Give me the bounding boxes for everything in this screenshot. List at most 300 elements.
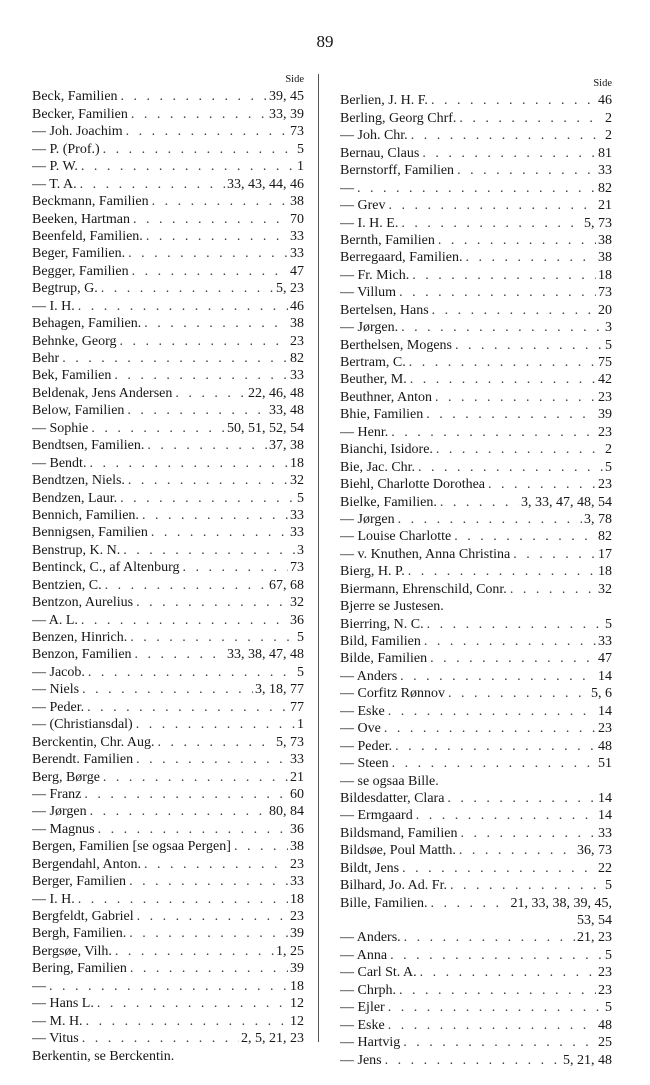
entry-name: Berlien, J. H. F. [340,93,428,109]
entry-name: — P. W. [32,159,78,175]
entry-name: Behnke, Georg [32,333,117,349]
dot-leader [90,803,267,820]
entry-pages: 2 [605,442,612,458]
entry-name: — Ejler [340,1000,385,1016]
dot-leader [135,646,225,663]
entry-pages: 80, 84 [269,804,304,820]
entry-pages: 5 [605,947,612,963]
entry-pages: 70 [290,211,304,227]
entry-name: — Ermgaard [340,808,413,824]
entry-pages: 12 [290,1013,304,1029]
entry-pages: 18 [598,564,612,580]
entry-name: Bildesdatter, Clara [340,790,445,806]
entry-name: — Niels [32,682,80,698]
entry-pages: 23 [290,333,304,349]
dot-leader [131,106,267,123]
entry-pages: 21 [598,198,612,214]
dot-leader [115,943,274,960]
dot-leader [422,145,596,162]
dot-leader [133,211,288,228]
entry-name: Beenfeld, Familien. [32,228,143,244]
index-entry [340,441,612,458]
dot-leader [80,176,225,193]
entry-pages: 77 [290,699,304,715]
index-entry [32,140,304,157]
entry-name: — Louise Charlotte [340,529,452,545]
dot-leader [105,577,267,594]
entry-name: — Peder. [340,738,393,754]
dot-leader [89,455,288,472]
dot-leader [144,856,288,873]
index-entry [32,262,304,279]
dot-leader [410,371,596,388]
entry-name: — Hartvig [340,1035,401,1051]
entry-name: Bendtsen, Familien. [32,438,145,454]
dot-leader [438,232,596,249]
entry-pages: 3, 78 [584,511,612,527]
entry-pages: 23 [598,721,612,737]
index-entry [32,350,304,367]
entry-pages: 73 [290,560,304,576]
entry-pages: 2, 5, 21, 23 [241,1031,304,1047]
dot-leader [447,790,596,807]
dot-leader [152,193,288,210]
index-entry [32,646,304,663]
entry-name: — Anna [340,947,388,963]
index-entry [340,319,612,336]
entry-pages: 5, 21, 48 [563,1052,612,1068]
entry-pages: 82 [598,180,612,196]
dot-leader [513,546,596,563]
entry-pages: 33, 39 [269,106,304,122]
column-divider [318,74,319,1042]
entry-pages: 33 [290,507,304,523]
dot-leader [385,1052,561,1069]
index-entry [340,232,612,249]
dot-leader [86,1013,288,1030]
entry-name: — P. (Prof.) [32,141,100,157]
dot-leader [418,459,603,476]
entry-pages: 36, 73 [577,843,612,859]
entry-name: Bergendahl, Anton. [32,856,142,872]
entry-name: Bendzen, Laur. [32,490,118,506]
entry-name: Bie, Jac. Chr. [340,459,416,475]
entry-name: Biehl, Charlotte Dorothea [340,477,486,493]
index-entry [32,437,304,454]
index-entry [340,266,612,283]
entry-name: Berendt. Familien [32,752,134,768]
entry-pages: 22 [598,860,612,876]
dot-leader [136,751,288,768]
index-entry [340,999,612,1016]
dot-leader [389,197,597,214]
index-entry [340,929,612,946]
dot-leader [183,559,289,576]
entry-pages: 38 [290,839,304,855]
entry-name: — v. Knuthen, Anna Christina [340,546,511,562]
index-entry [32,663,304,680]
entry-name: Bierring, N. C. [340,616,424,632]
entry-name: Bertram, C. [340,355,406,370]
entry-name: Bertelsen, Hans [340,302,429,318]
index-entry [32,698,304,715]
dot-leader [129,873,288,890]
dot-leader [97,995,288,1012]
entry-name: — [32,978,46,994]
dot-leader [431,895,509,912]
index-entry [340,720,612,737]
entry-name: Bentzon, Aurelius [32,595,134,611]
index-entry [340,946,612,963]
dot-leader [49,978,288,995]
entry-name: Berger, Familien [32,874,127,890]
entry-name: Bennich, Familien. [32,507,139,523]
dot-leader [440,494,519,511]
dot-leader [391,424,596,441]
dot-leader [120,490,295,507]
dot-leader [459,110,603,127]
index-entry [32,681,304,698]
index-entry [340,1016,612,1033]
index-entry [32,995,304,1012]
dot-leader [146,228,288,245]
entry-pages: 60 [290,786,304,802]
index-entry [32,768,304,785]
entry-pages: 33 [290,874,304,890]
entry-pages: 32 [598,581,612,597]
dot-leader [384,720,596,737]
entry-name: — Grev [340,198,386,214]
entry-pages: 47 [598,651,612,667]
entry-name: Bille, Familien. [340,895,428,911]
entry-pages: 46 [598,93,612,109]
entry-name: Berling, Georg Chrf. [340,110,457,126]
entry-name: Bierg, H. P. [340,564,405,580]
dot-leader [392,755,596,772]
entry-name: Bennigsen, Familien [32,525,148,541]
index-entry [340,528,612,545]
dot-leader [62,350,288,367]
index-entry [340,772,612,789]
entry-pages: 17 [598,546,612,562]
entry-name: — Peder. [32,699,85,715]
entry-pages: 33, 38, 47, 48 [227,647,304,663]
entry-pages: 23 [598,982,612,998]
dot-leader [103,141,295,158]
entry-pages: 23 [598,424,612,440]
entry-name: Berckentin, Chr. Aug. [32,734,155,750]
entry-pages: 39 [290,961,304,977]
dot-leader [136,594,288,611]
index-entry [32,367,304,384]
entry-name: Berg, Børge [32,769,100,785]
entry-pages: 25 [598,1035,612,1051]
index-entry [340,1051,612,1068]
entry-name: Below, Familien [32,403,125,419]
entry-pages: 5, 73 [584,215,612,231]
dot-leader [84,786,288,803]
entry-pages: 18 [290,978,304,994]
dot-leader [81,158,295,175]
index-column-right [340,72,612,1069]
dot-leader [436,441,603,458]
entry-pages: 82 [290,351,304,366]
entry-pages: 1 [297,159,304,175]
index-entry [32,977,304,994]
index-entry [340,214,612,231]
dot-leader [114,367,288,384]
entry-name: — Bendt. [32,455,87,471]
entry-pages: 39 [290,926,304,942]
index-entry [340,790,612,807]
index-entry [32,193,304,210]
entry-name: — Eske [340,1017,385,1033]
dot-leader [128,472,288,489]
index-entry [32,559,304,576]
entry-name: Bildt, Jens [340,860,400,876]
entry-name: Beckmann, Familien [32,194,149,210]
index-entry [340,755,612,772]
entry-list [32,88,304,1065]
entry-name: Beldenak, Jens Andersen [32,385,173,401]
entry-pages: 75 [598,355,612,370]
entry-name: Bergfeldt, Gabriel [32,909,134,924]
entry-list [340,92,612,1069]
index-entry [340,981,612,998]
entry-name: Bianchi, Isidore. [340,442,433,458]
entry-name: Bek, Familien [32,368,112,384]
index-entry [340,511,612,528]
entry-pages: 23 [290,856,304,872]
dot-leader [455,337,603,354]
entry-name: — T. A. [32,176,77,192]
index-entry [340,388,612,405]
dot-leader [132,263,288,280]
entry-name: Begtrup, G. [32,281,98,297]
entry-name: Bhie, Familien [340,407,424,423]
dot-leader [402,860,596,877]
dot-leader [137,908,288,925]
entry-name: Berregaard, Familien. [340,250,463,266]
entry-pages: 5, 23 [276,281,304,297]
entry-name: — A. L. [32,612,78,628]
index-entry [32,873,304,890]
index-entry [32,88,304,105]
entry-name: — Jørgen. [340,320,399,336]
dot-leader [101,280,274,297]
dot-leader [454,528,596,545]
entry-pages: 21 [290,769,304,785]
entry-pages: 5 [605,878,612,894]
index-entry [32,297,304,314]
dot-leader [427,616,603,633]
entry-pages: 33 [290,228,304,244]
index-entry [340,249,612,266]
entry-name: Bentzien, C. [32,577,102,593]
dot-leader [411,127,603,144]
entry-name: — Corfitz Rønnov [340,686,445,702]
entry-name: Bergsøe, Vilh. [32,943,112,959]
dot-leader [87,699,288,716]
entry-name: — Ove [340,721,381,737]
side-label: Side [285,74,304,85]
entry-pages: 14 [598,808,612,824]
index-entry [32,158,304,175]
entry-name: — I. H. [32,298,75,314]
entry-name: Bilde, Familien [340,651,428,667]
dot-leader [426,406,596,423]
index-entry [32,733,304,750]
entry-pages: 50, 51, 52, 54 [227,420,304,436]
index-entry [32,960,304,977]
entry-name: — Eske [340,703,385,719]
index-entry [340,476,612,493]
dot-leader [488,476,596,493]
dot-leader [398,511,582,528]
entry-pages: 5 [297,490,304,506]
entry-pages: 33, 48 [269,403,304,419]
index-entry [32,576,304,593]
index-entry [340,354,612,371]
dot-leader [409,354,596,371]
entry-name: Behagen, Familien. [32,316,142,332]
entry-pages: 2 [605,128,612,144]
entry-name: Beck, Familien [32,89,118,105]
index-entry [340,371,612,388]
index-entry [340,650,612,667]
dot-leader [81,612,288,629]
entry-pages: 18 [290,891,304,907]
index-entry [340,301,612,318]
entry-name: Bentinck, C., af Altenburg [32,560,180,576]
index-entry [32,820,304,837]
dot-leader [234,838,288,855]
entry-name: Beuther, M. [340,372,407,388]
entry-pages: 18 [598,267,612,283]
entry-name: — Magnus [32,821,95,837]
entry-name: — Anders [340,668,398,684]
dot-leader [459,842,575,859]
index-entry [340,144,612,161]
index-entry [340,824,612,841]
entry-name: Becker, Familien [32,106,128,122]
index-entry [340,284,612,301]
entry-pages: 5 [605,459,612,475]
dot-leader [430,650,596,667]
index-entry [340,1034,612,1051]
index-entry [340,807,612,824]
entry-name: Begger, Familien [32,263,129,279]
dot-leader [401,319,603,336]
index-column-left [32,72,304,1065]
index-entry [32,472,304,489]
dot-leader [401,215,582,232]
entry-name: — Carl St. A. [340,965,417,981]
index-entry [340,563,612,580]
entry-pages: 5 [605,337,612,353]
index-entry [32,175,304,192]
entry-pages: 23 [598,477,612,493]
dot-leader [403,1034,596,1051]
dot-leader [129,925,288,942]
dot-leader [388,1017,596,1034]
index-entry [340,615,612,632]
index-entry [32,384,304,401]
dot-leader [388,999,603,1016]
entry-name: — Fr. Mich. [340,267,410,283]
index-entry [340,109,612,126]
entry-name: Beeken, Hartman [32,211,130,227]
index-entry [340,737,612,754]
entry-pages: 47 [290,263,304,279]
dot-leader [151,524,288,541]
entry-name: Bergen, Familien [se ogsaa Pergen] [32,839,231,855]
index-entry [340,127,612,144]
dot-leader [388,703,596,720]
dot-leader [128,245,288,262]
entry-pages: 3 [297,542,304,558]
dot-leader [390,947,603,964]
index-entry [340,894,612,911]
index-entry [32,332,304,349]
dot-leader [126,123,288,140]
entry-pages: 33 [598,825,612,841]
index-entry [32,908,304,925]
entry-name: — Franz [32,786,82,802]
entry-pages: 33 [290,246,304,262]
entry-pages: 51 [598,756,612,772]
entry-name: Bering, Familien [32,961,127,977]
entry-pages: 33 [290,752,304,768]
index-entry [32,786,304,803]
index-entry [340,859,612,876]
entry-name: — Joh. Chr. [340,128,408,144]
entry-pages: 2 [605,110,612,126]
dot-leader [91,420,225,437]
dot-leader [120,333,289,350]
index-entry [32,803,304,820]
entry-pages: 5 [297,664,304,680]
entry-pages: 14 [598,703,612,719]
dot-leader [420,964,596,981]
entry-name: — Jørgen [340,511,395,527]
entry-name: Bilhard, Jo. Ad. Fr. [340,878,447,894]
index-entry [340,964,612,981]
entry-pages: 67, 68 [269,577,304,593]
entry-pages: 1 [297,717,304,733]
entry-name: Bjerre se Justesen. [340,599,444,615]
entry-pages: 5, 6 [591,686,612,702]
entry-name: Benzen, Hinrich. [32,630,128,645]
entry-pages: 81 [598,145,612,161]
entry-pages: 48 [598,738,612,754]
entry-pages: 32 [290,595,304,611]
index-entry [340,92,612,109]
entry-name: Bernau, Claus [340,145,420,161]
index-entry [340,336,612,353]
index-entry [32,855,304,872]
index-entry [32,105,304,122]
index-entry [32,890,304,907]
index-entry [32,210,304,227]
entry-pages: 32 [290,473,304,489]
dot-leader [450,877,603,894]
entry-pages: 42 [598,372,612,388]
dot-leader [158,734,275,751]
entry-name: — Jørgen [32,804,87,820]
index-entry [32,419,304,436]
entry-name: — se ogsaa Bille. [340,773,439,789]
